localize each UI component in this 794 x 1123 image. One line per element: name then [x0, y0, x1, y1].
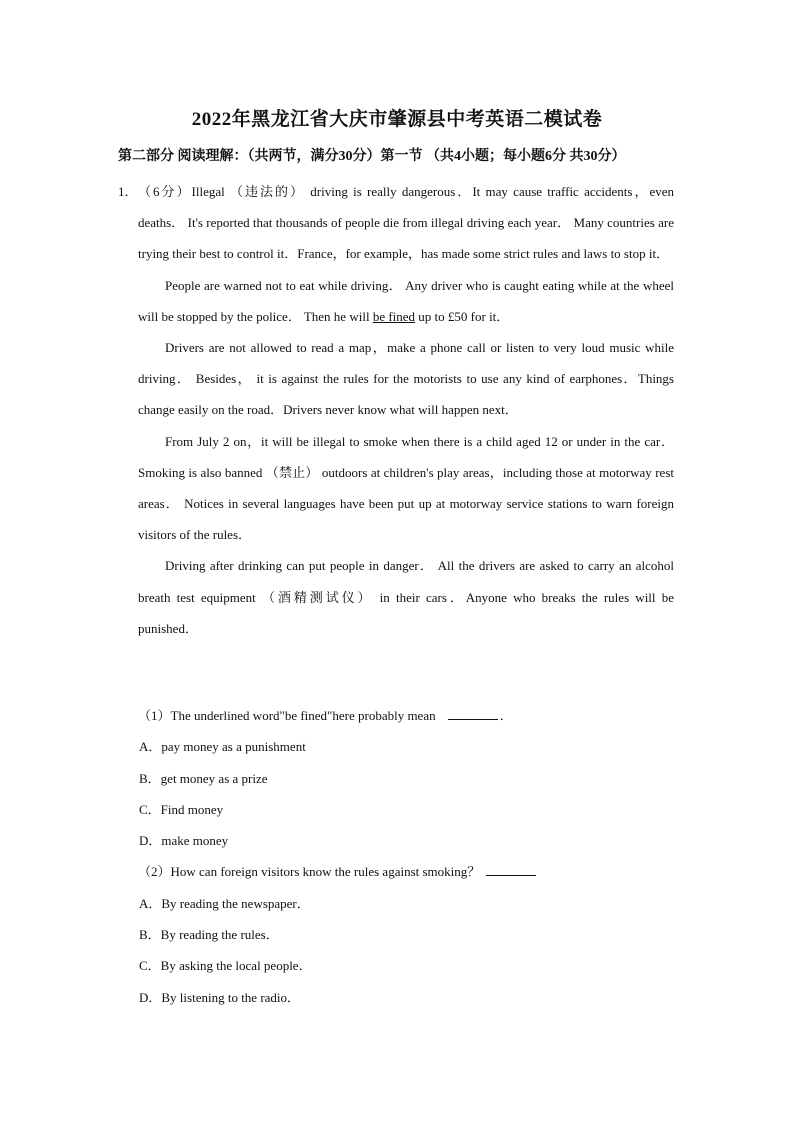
passage-paragraph-4	[138, 426, 674, 551]
paragraph-text: Drivers are not allowed to read a map，make a phone call or listen to very loud music while driving． Besides， it is against the rules for the motorists to use any kind of earphones．Things change easily on the road．Drivers never know what will happen next．	[138, 340, 674, 418]
paragraph-text: up to £50 for it．	[415, 308, 510, 324]
underlined-word: be fined	[372, 308, 416, 324]
question-number: 1．	[118, 184, 138, 199]
option-b[interactable]: B．get money as a prize	[139, 770, 268, 786]
question-list	[138, 700, 678, 1013]
paragraph-text: From July 2 on，it will be illegal to smoke when there is a child aged 12 or under in the car．Smoking is also banned （禁止） outdoors at children's play areas，including those at motorway rest areas． Notices in several languages have been put up at motorway service stations to warn foreign visitors of the rules．	[138, 433, 674, 543]
option-b[interactable]: B．By reading the rules．	[139, 927, 279, 943]
option-a[interactable]: A．By reading the newspaper．	[139, 895, 310, 911]
section-heading: 第二部分 阅读理解：（共两节，满分30分）第一节 （共4小题；每小题6分 共30分）	[118, 149, 626, 164]
passage-paragraph-1	[118, 176, 674, 270]
option-d[interactable]: D．By listening to the radio．	[139, 989, 301, 1005]
passage-paragraph-5	[138, 550, 674, 644]
option-c[interactable]: C．Find money	[139, 801, 224, 817]
subquestion-2-stem: （2）How can foreign visitors know the rules against smoking？	[138, 856, 678, 887]
reading-passage	[118, 176, 674, 644]
question-score: （6分）	[138, 184, 192, 199]
passage-paragraph-2	[138, 270, 674, 332]
paragraph-text: People are warned not to eat while driving． Any driver who is caught eating while at the wheel will be stopped by the police． Then he will	[138, 277, 674, 324]
option-d[interactable]: D．make money	[139, 833, 229, 849]
answer-blank[interactable]	[448, 705, 498, 720]
subquestion-1-stem: （1）The underlined word"be fined"here probably mean ．	[138, 700, 678, 731]
paragraph-text: Driving after drinking can put people in danger． All the drivers are asked to carry an alcohol breath test equipment （酒精测试仪） in their cars．Anyone who breaks the rules will be punished．	[138, 558, 674, 636]
passage-paragraph-3	[138, 332, 674, 426]
option-c[interactable]: C．By asking the local people．	[139, 958, 312, 974]
answer-blank[interactable]	[486, 861, 536, 876]
option-a[interactable]: A．pay money as a punishment	[139, 739, 306, 755]
paragraph-text: Illegal （违法的） driving is really dangerous．It may cause traffic accidents，even deaths． It's reported that thousands of people die from illegal driving each year． Many countries are trying their best to control it．France，for example，has made some strict rules and laws to stop it．	[138, 184, 674, 262]
page-title: 2022年黑龙江省大庆市肇源县中考英语二模试卷	[191, 109, 603, 130]
